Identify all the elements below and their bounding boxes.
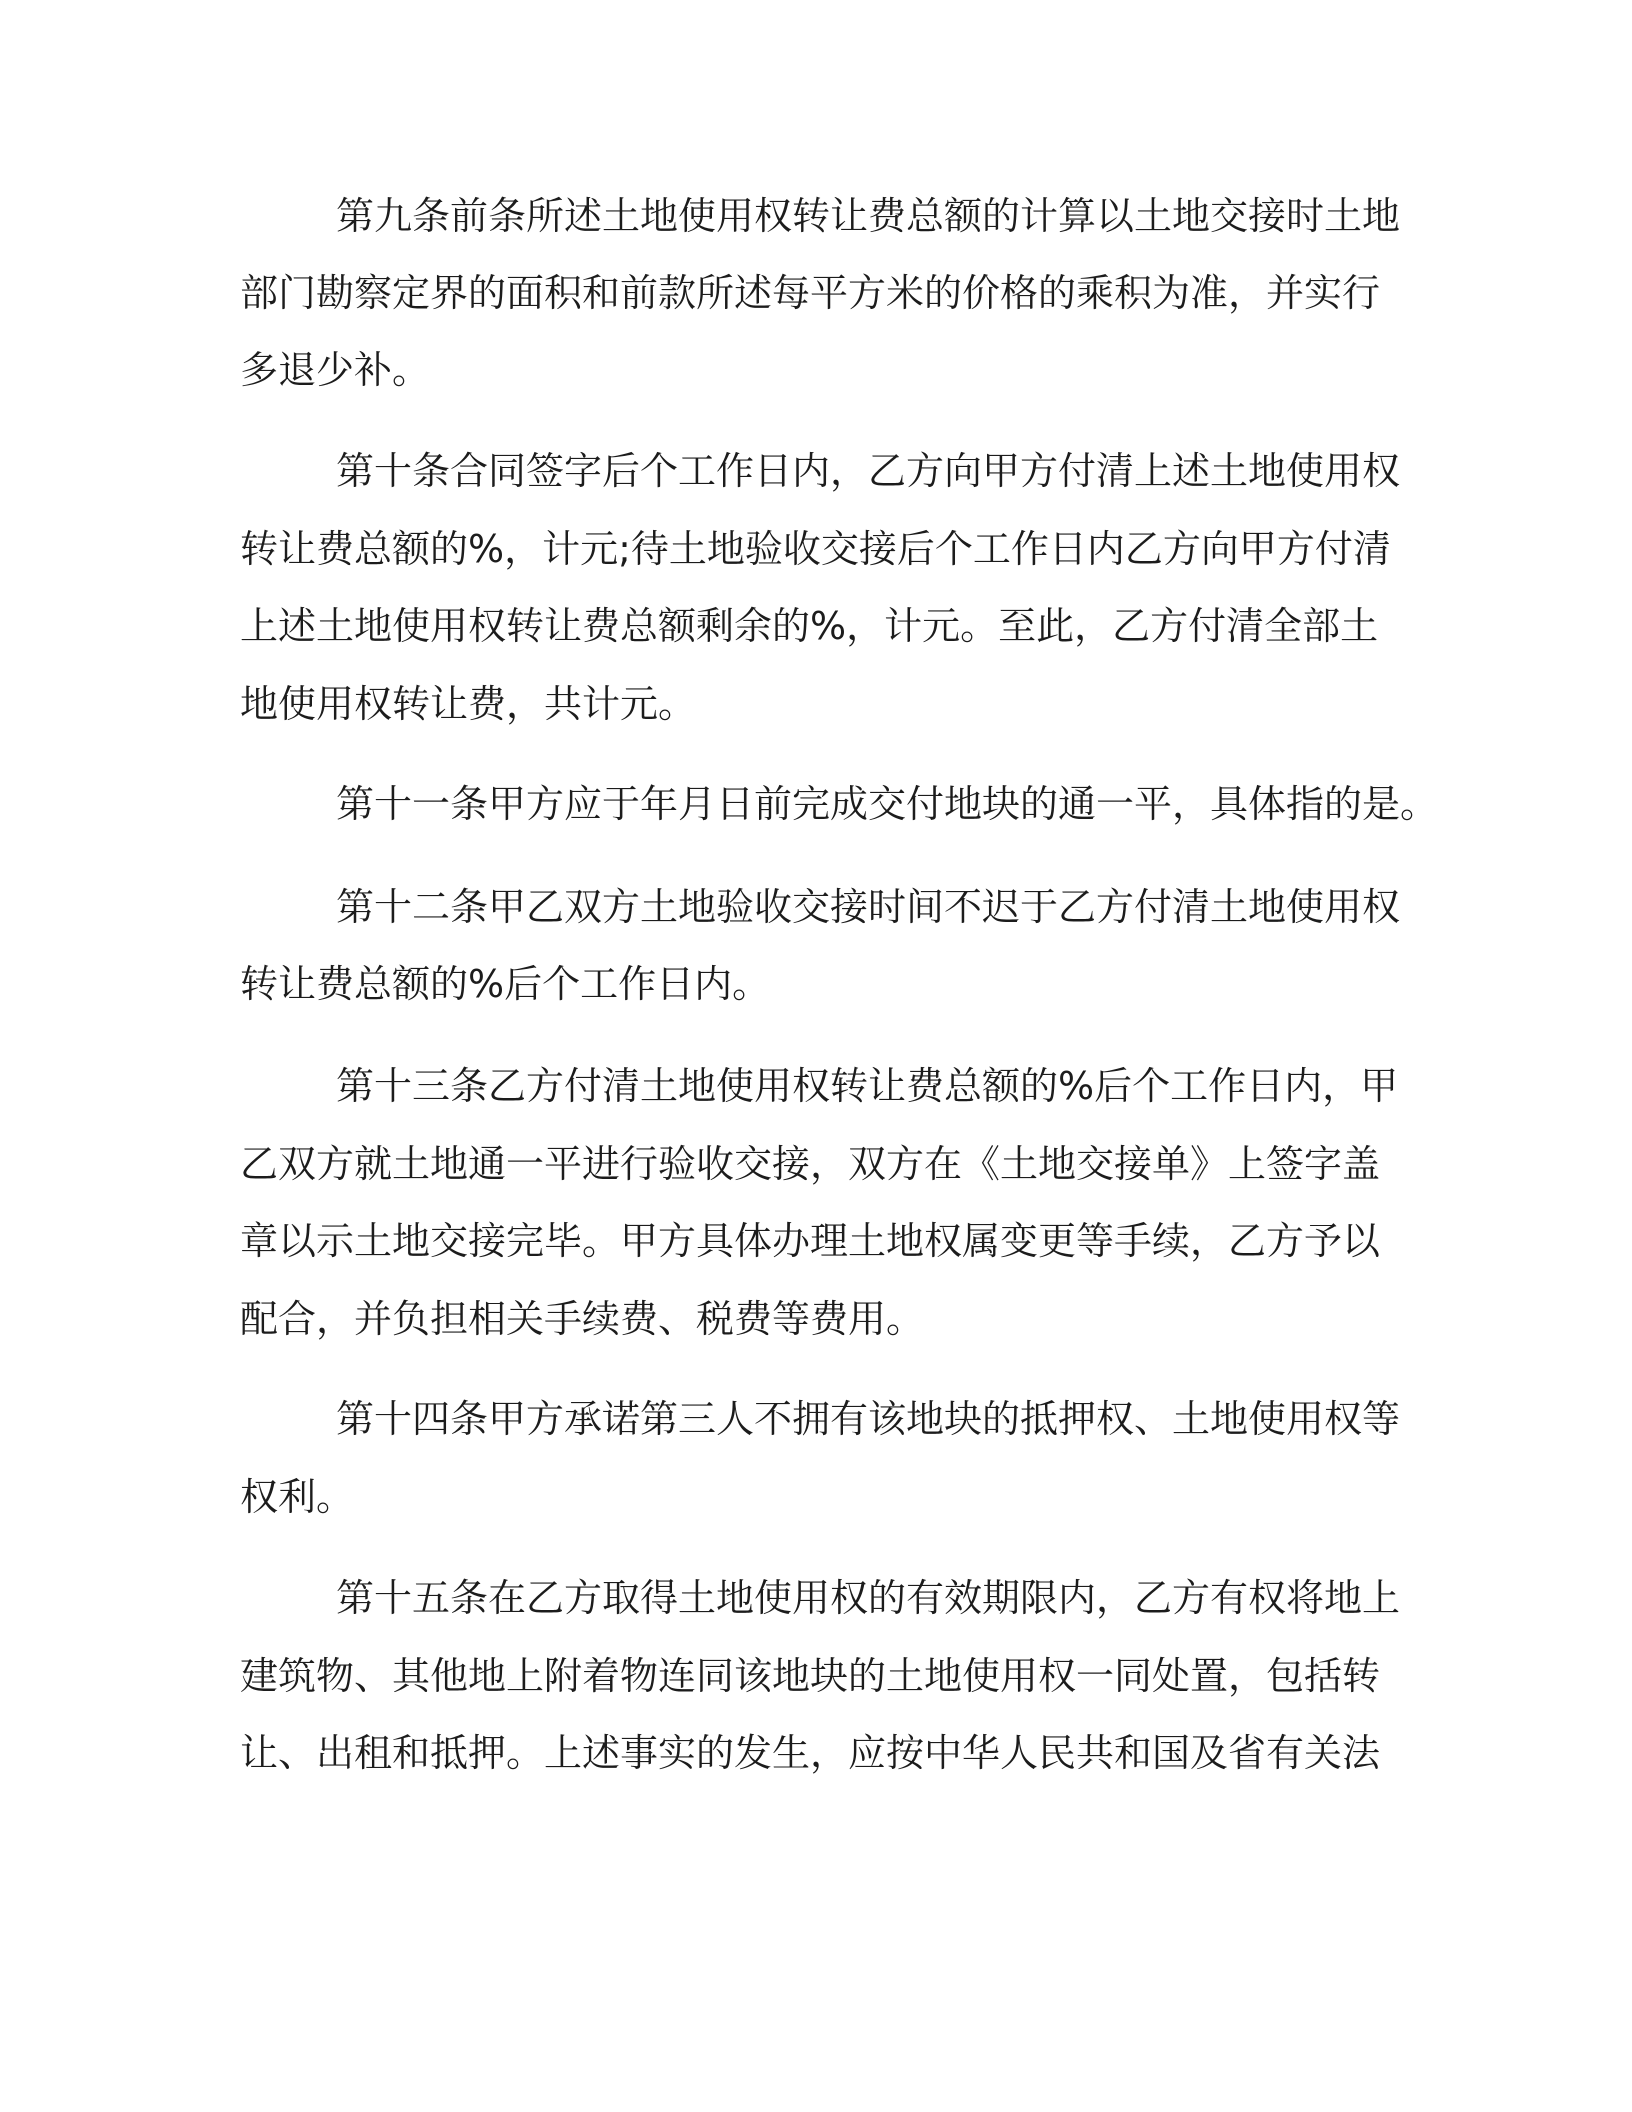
article-12-line-2: 转让费总额的%后个工作日内。: [240, 962, 771, 1006]
article-13-line-3: 章以示土地交接完毕。甲方具体办理土地权属变更等手续，乙方予以: [240, 1219, 1381, 1263]
article-15-line-1: 第十五条在乙方取得土地使用权的有效期限内，乙方有权将地上: [336, 1576, 1401, 1620]
article-9-line-1: 第九条前条所述土地使用权转让费总额的计算以土地交接时土地: [336, 194, 1401, 238]
article-10-line-4: 地使用权转让费，共计元。: [240, 682, 697, 726]
article-9-line-2: 部门勘察定界的面积和前款所述每平方米的价格的乘积为准，并实行: [240, 271, 1381, 315]
article-10-line-2: 转让费总额的%，计元;待土地验收交接后个工作日内乙方向甲方付清: [240, 527, 1391, 571]
article-11-line-1: 第十一条甲方应于年月日前完成交付地块的通一平，具体指的是。: [336, 782, 1439, 826]
article-13-line-1: 第十三条乙方付清土地使用权转让费总额的%后个工作日内，甲: [336, 1064, 1399, 1108]
article-13-line-4: 配合，并负担相关手续费、税费等费用。: [240, 1297, 925, 1341]
article-9-line-3: 多退少补。: [240, 348, 431, 392]
article-12-line-1: 第十二条甲乙双方土地验收交接时间不迟于乙方付清土地使用权: [336, 885, 1401, 929]
article-10-line-3: 上述土地使用权转让费总额剩余的%，计元。至此，乙方付清全部土: [240, 604, 1379, 648]
article-15-line-3: 让、出租和抵押。上述事实的发生，应按中华人民共和国及省有关法: [240, 1731, 1381, 1775]
article-10-line-1: 第十条合同签字后个工作日内，乙方向甲方付清上述土地使用权: [336, 449, 1401, 493]
article-13-line-2: 乙双方就土地通一平进行验收交接，双方在《土地交接单》上签字盖: [240, 1142, 1381, 1186]
article-14-line-1: 第十四条甲方承诺第三人不拥有该地块的抵押权、土地使用权等: [336, 1397, 1401, 1441]
article-14-line-2: 权利。: [240, 1475, 355, 1519]
article-15-line-2: 建筑物、其他地上附着物连同该地块的土地使用权一同处置，包括转: [240, 1654, 1381, 1698]
